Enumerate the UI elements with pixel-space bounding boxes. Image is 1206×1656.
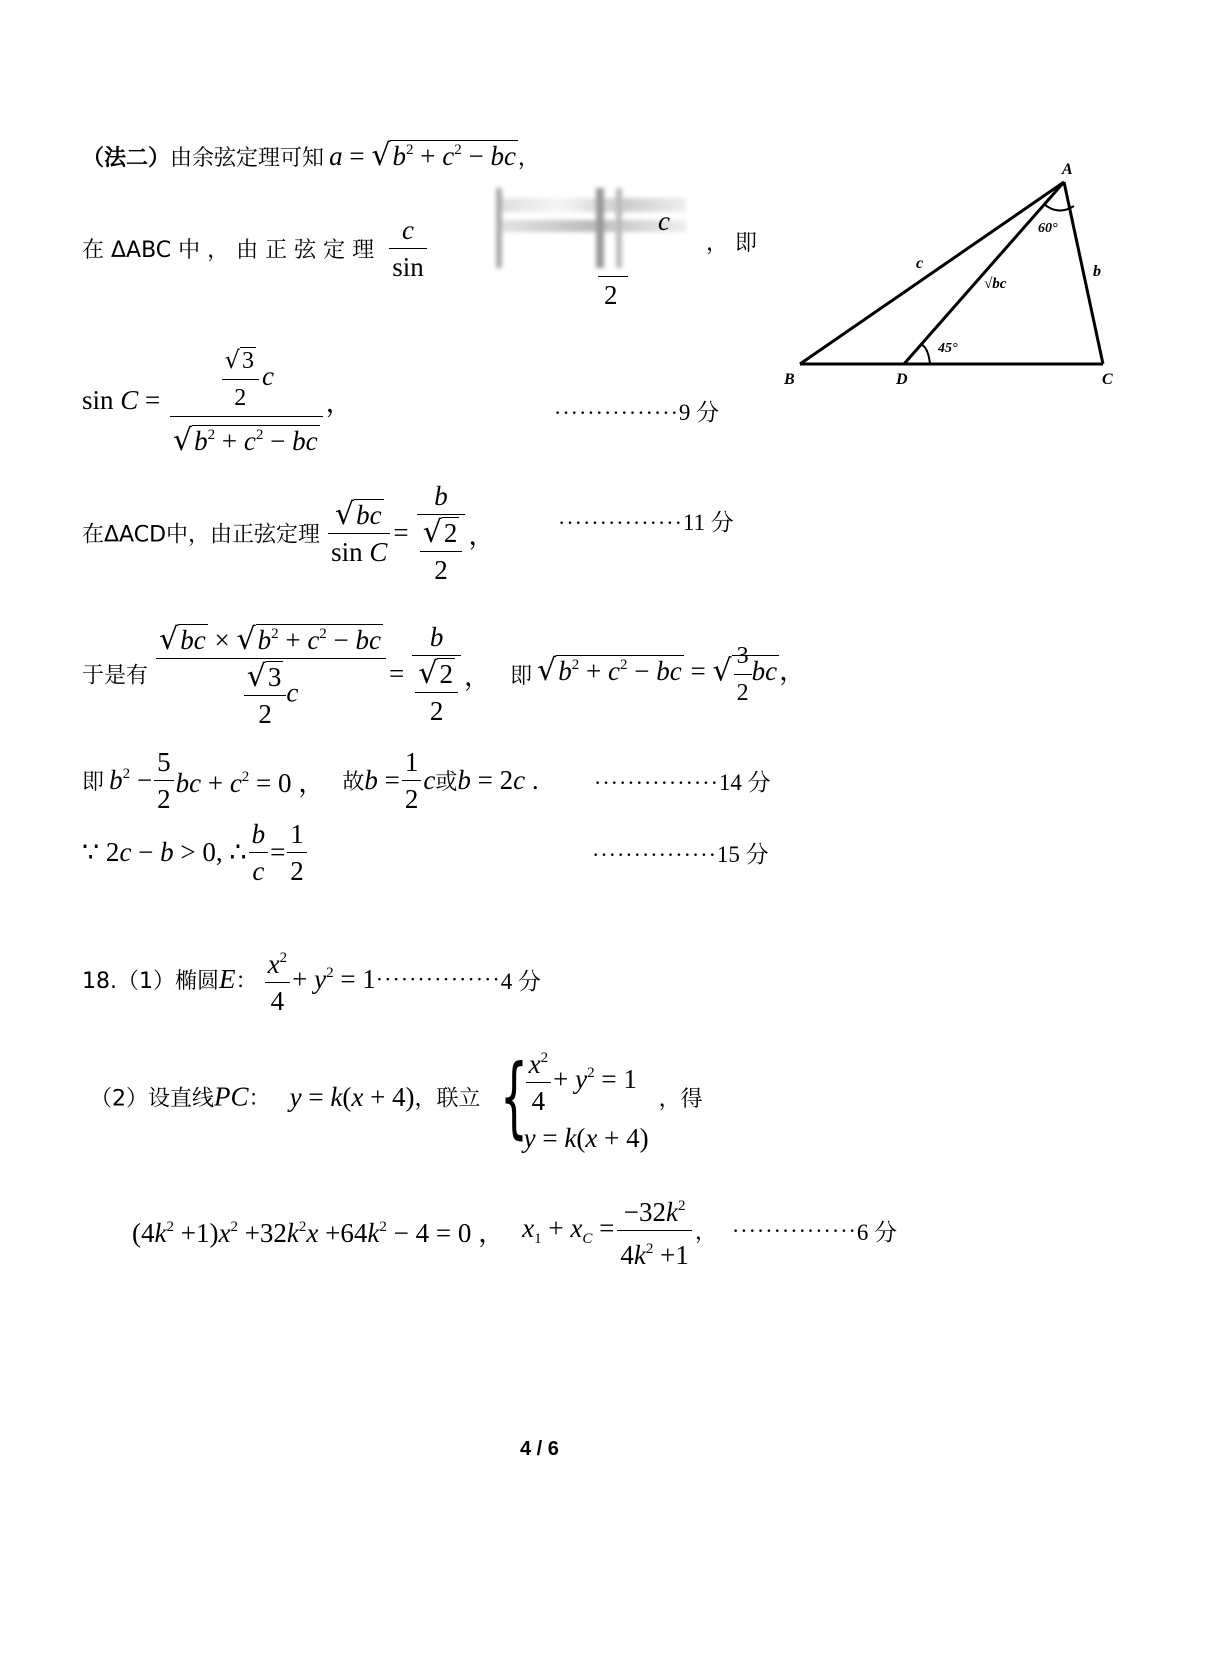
obscured-numerator: c	[658, 206, 670, 236]
score-4: 4 分	[500, 969, 541, 994]
cosine-law-formula: $a = √b^2 + c^2$ − bc	[329, 138, 516, 173]
method2-label: （法二）	[82, 146, 171, 171]
gu-label: 故	[342, 770, 365, 795]
yushi-right-fraction: $\frac{b}{\frac{√2}{2}}$	[412, 619, 461, 729]
fraction-bar	[598, 276, 628, 277]
angle-arc-d	[920, 344, 930, 364]
quadratic-line: 即 $b^2$ − $\frac{5}{2}$ bc + $c^2 = 0$ ， 故b = $\frac{1}{2}$ c或b = 2c .	[82, 744, 539, 817]
score-14: ···············14 分	[594, 770, 771, 795]
because-line: ∵ 2c − b > 0, ∴ $\frac{b}{c}$ = $\frac{1}{2}$	[82, 816, 309, 889]
comma: ，	[517, 146, 540, 171]
score-6: 6 分	[856, 1220, 898, 1245]
de-label: ，得	[658, 1086, 703, 1112]
sine-law-left-fraction	[389, 212, 427, 285]
acd-prefix: 在ΔACD中，由正弦定理	[82, 522, 321, 548]
q18-part2-line: （2）设直线PC： y = k(x + 4)，联立 { $\frac{x^2}{4}$ + $y^2 = 1$ y = k(x + 4) ，得	[90, 1040, 703, 1154]
vertex-label-a: A	[1062, 161, 1073, 178]
angle-label-45: 45°	[938, 341, 958, 356]
acd-left-fraction: $\frac{√bc}{\text{sin C}}$	[328, 497, 390, 570]
triangle-diagram	[780, 150, 1130, 400]
score-9: ···············9 分	[554, 400, 720, 425]
q18-part1-label: 18.（1）椭圆	[82, 969, 219, 994]
score-15: ···············15 分	[592, 842, 769, 867]
score-11: ···············11 分	[558, 510, 734, 535]
q18-part1-line: 18.（1）椭圆E： $\frac{x^2}{4}$ + $y^2 = 1\cdot\cdot\cdot\cdot\cdot\cdot\cdot\cdot\cdot\cdot\cdot\cdot\cdot\cdot\cdot 4$ 分	[82, 940, 541, 1019]
sinC-formula: sin C = $\frac{√3}{2}$ c $√b^2 + c^2$ − bc ，	[82, 342, 353, 459]
vertex-label-c: C	[1102, 371, 1113, 388]
yushi-ji: 即	[510, 663, 533, 689]
system-brace: {	[499, 1045, 528, 1148]
side-label-c: c	[916, 255, 924, 272]
sinC-fraction: $\frac{√3}{2}$ c $√b^2 + c^2$ − bc	[170, 342, 323, 459]
page-number: 4 / 6	[520, 1438, 559, 1460]
yushi-prefix: 于是有	[82, 663, 149, 689]
ji-prefix: 即	[82, 770, 105, 795]
equation-system: $\frac{x^2}{4}$ + $y^2 = 1$ y = k(x + 4)	[523, 1049, 649, 1153]
acd-right-fraction: $\frac{b}{\frac{√2}{2}}$	[417, 478, 466, 588]
sine-law-abc-prefix: 在 ΔABC 中 ， 由 正 弦 定 理	[82, 238, 375, 263]
q18-part2-line2: $(4k^2 +1)x^2 +32k^2x +64k^2 - 4 = 0$ ， $x_1 + x_C$ = $\frac{-32k^2}{4k^2 +1}$ ， ···············6 分	[132, 1188, 897, 1273]
q18-part2-label: （2）设直线	[90, 1086, 214, 1112]
sine-law-abc-suffix: ， 即	[706, 231, 757, 256]
side-ab	[800, 182, 1064, 364]
yushi-line: 于是有 $√bc \times √b^2 + c^2$ − bc $\frac{√3}{2}$ c = $\frac{b}{\frac{√2}{2}}$ ， 即 $√b^2 + c^2$ − bc = √ $\frac{3}{2}$ bc，	[82, 616, 806, 732]
method2-intro: 由余弦定理可知	[170, 146, 325, 171]
denominator: sin	[389, 248, 427, 285]
sine-law-abc-line	[82, 212, 430, 285]
method2-line	[82, 138, 540, 173]
side-label-b: b	[1093, 263, 1101, 280]
sine-law-acd-line: 在ΔACD中，由正弦定理 $\frac{√bc}{\text{sin C}}$ = $\frac{b}{\frac{√2}{2}}$ ，	[82, 478, 495, 588]
lianli-label: 联立	[436, 1086, 481, 1112]
obscured-denominator: 2	[604, 280, 618, 310]
yushi-left-fraction: $√bc \times √b^2 + c^2$ − bc $\frac{√3}{2}$ c	[156, 616, 386, 732]
side-label-sqrt-bc: √bc	[984, 276, 1007, 292]
huo-label: 或	[435, 770, 458, 795]
segment-ad	[904, 182, 1064, 364]
numerator: c	[401, 215, 414, 245]
angle-label-60: 60°	[1038, 221, 1058, 236]
vertex-label-b: B	[784, 371, 795, 388]
vertex-label-d: D	[896, 371, 908, 388]
